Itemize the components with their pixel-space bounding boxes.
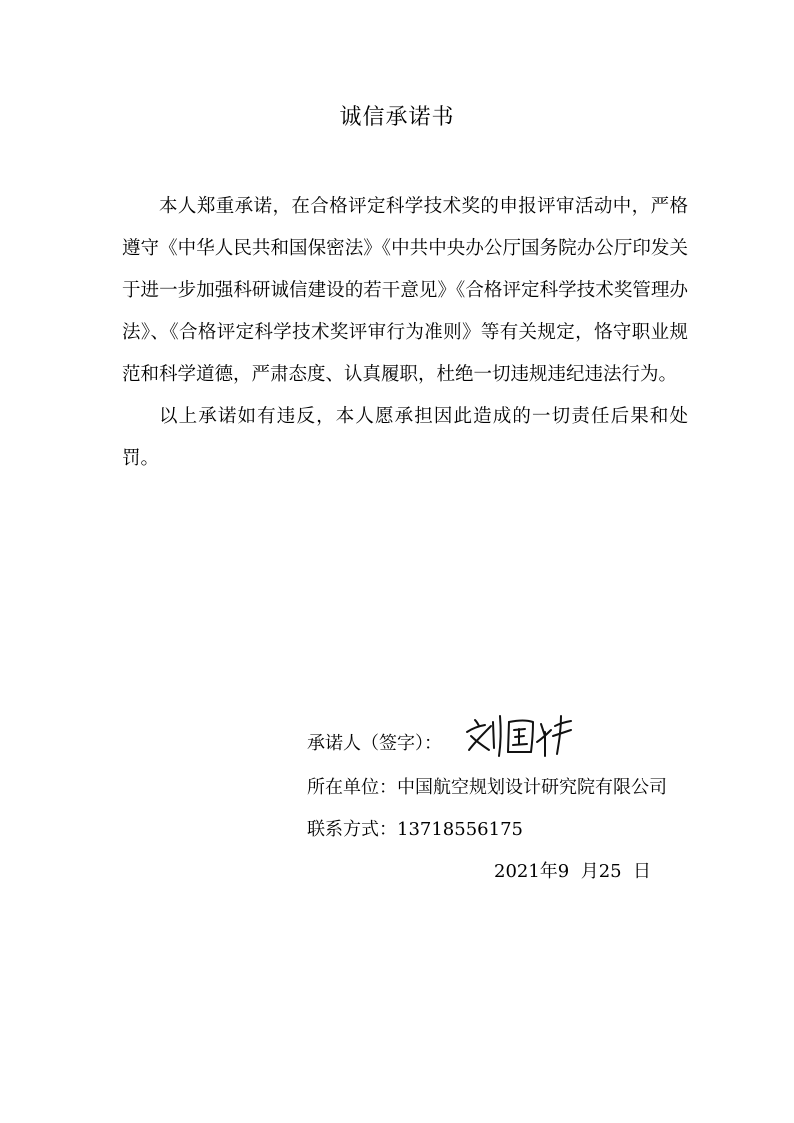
signer-label: 承诺人（签字）： xyxy=(307,733,442,754)
contact-line: 联系方式：13718556175 xyxy=(307,819,523,840)
signer-line xyxy=(307,730,442,758)
handwritten-signature xyxy=(457,712,577,762)
paragraph-liability: 以上承诺如有违反，本人愿承担因此造成的一切责任后果和处罚。 xyxy=(122,406,688,469)
paragraph-pledge: 本人郑重承诺，在合格评定科学技术奖的申报评审活动中，严格遵守《中华人民共和国保密法》《中共中央办公厅国务院办公厅印发关于进一步加强科研诚信建设的若干意见》《合格评定科学技术奖管理办法》、《合格评定科学技术奖评审行为准则》等有关规定，恪守职业规范和科学道德，严肃态度、认真履职，杜绝一切违规违纪违法行为。 xyxy=(122,196,688,385)
organization-line: 所在单位：中国航空规划设计研究院有限公司 xyxy=(307,777,667,798)
signing-date: 2021年9 月25 日 xyxy=(494,861,652,882)
document-body xyxy=(122,186,688,480)
document-title: 诚信承诺书 xyxy=(339,105,455,130)
